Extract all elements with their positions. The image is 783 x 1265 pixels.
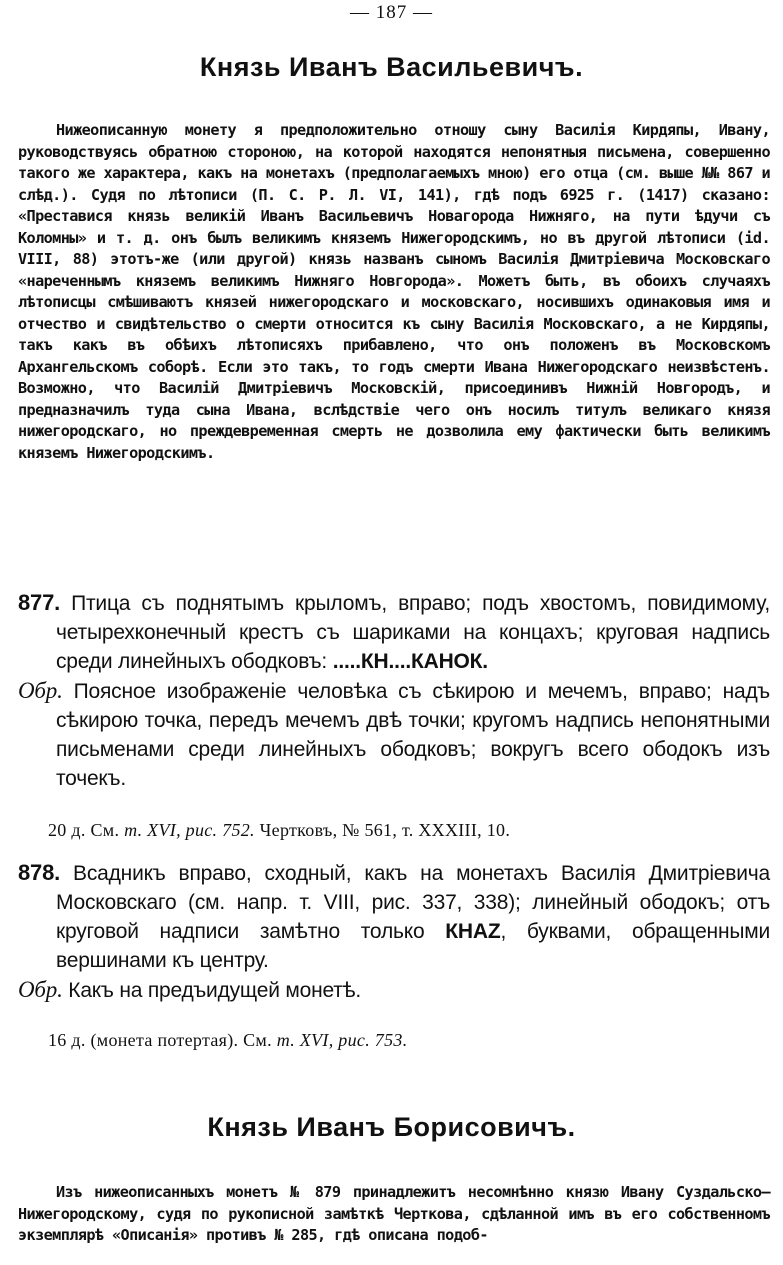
ref-prefix: 20 д. См.: [48, 820, 125, 840]
coin-entry-878: [18, 858, 770, 1005]
entry-reverse: [18, 975, 770, 1005]
entry-obverse: [18, 588, 770, 676]
entry-description: Птица съ поднятымъ крыломъ, вправо; подъ хвостомъ, повидимому, четырехконечный крестъ съ шариками на концахъ; круговая надпись среди линейныхъ ободковъ:: [56, 592, 770, 673]
entry-reference-878: [48, 1030, 768, 1051]
intro-text: Изъ нижеописанныхъ монетъ № 879 принадлежитъ несомнѣнно князю Ивану Суздальско—Нижегородскому, судя по рукописной замѣткѣ Черткова, сдѣланной имъ въ его собственномъ экземплярѣ «Описанія» противъ № 285, гдѣ описана подоб-: [18, 1183, 770, 1244]
page-number: — 187 —: [350, 2, 433, 23]
entry-description-end: , буквами, обращенными вершинами къ центру.: [56, 920, 771, 972]
entry-number: 877.: [18, 590, 61, 615]
coin-entry-877: [18, 588, 770, 793]
reverse-label: Обр.: [18, 977, 63, 1002]
coin-legend: .....КН....КАНОК.: [332, 650, 488, 673]
intro-text: Нижеописанную монету я предположительно отношу сыну Василія Кирдяпы, Ивану, руководствуясь обратною стороною, на которой находятся непонятныя письмена, совершенно такого же характера, какъ на монетахъ (предполагаемыхъ мною) его отца (см. выше №№ 867 и слѣд.). Судя по лѣтописи (П. С. Р. Л. VI, 141), гдѣ подъ 6925 г. (1417) сказано: «Преставися князь великій Иванъ Васильевичъ Новагорода Нижняго, на пути ѣдучи съ Коломны» и т. д. онъ былъ великимъ княземъ Нижегородскимъ, но въ другой лѣтописи (id. VIII, 88) этотъ-же (или другой) князь названъ сыномъ Василія Дмитріевича Московскаго «нареченнымъ княземъ великимъ Нижняго Новгорода». Можетъ быть, въ обоихъ случаяхъ лѣтописцы смѣшиваютъ князей нижегородскаго и московскаго, носившихъ одинаковыя имя и отчество и свидѣтельство о смерти относится къ сыну Василія Московскаго, а не Кирдяпы, такъ какъ въ обѣихъ лѣтописяхъ прибавлено, что онъ положенъ въ Московскомъ Архангельскомъ соборѣ. Если это такъ, то годъ смерти Ивана Нижегородскаго неизвѣстенъ. Возможно, что Василій Дмитріевичъ Московскій, присоединивъ Нижній Новгородъ, и предназначилъ туда сына Ивана, вслѣдствіе чего онъ носилъ титулъ великаго князя нижегородскаго, но преждевременная смерть не дозволила ему фактически быть великимъ княземъ Нижегородскимъ.: [18, 121, 770, 462]
section-title-ivan-borisovich: Князь Иванъ Борисовичъ.: [207, 1112, 576, 1142]
section-intro-paragraph: [18, 120, 770, 464]
entry-description: Всадникъ вправо, сходный, какъ на монетахъ Василія Дмитріевича Московскаго (см. напр. т. VIII, рис. 337, 338); линейный ободокъ; отъ круговой надписи замѣтно только: [56, 862, 770, 943]
section-title-ivan-vasilievich: Князь Иванъ Васильевичъ.: [199, 52, 584, 82]
ref-suffix: Чертковъ, № 561, т. XXXIII, 10.: [254, 820, 511, 840]
ref-plate: т. XVI, рис. 753.: [276, 1030, 408, 1050]
reverse-description: Какъ на предъидущей монетѣ.: [68, 979, 362, 1002]
entry-reference-877: [48, 820, 768, 841]
ref-prefix: 16 д. (монета потертая). См.: [48, 1030, 277, 1050]
reverse-label: Обр.: [18, 678, 63, 703]
entry-reverse: [18, 676, 770, 793]
section2-intro-paragraph: [18, 1182, 770, 1247]
entry-obverse: [18, 858, 770, 975]
ref-plate: т. XVI, рис. 752.: [124, 820, 255, 840]
entry-number: 878.: [18, 860, 61, 885]
reverse-description: Поясное изображеніе человѣка съ сѣкирою и мечемъ, вправо; надъ сѣкирою точка, передъ мечемъ двѣ точки; кругомъ надпись непонятными письменами среди линейныхъ ободковъ; вокругъ всего ободокъ изъ точекъ.: [56, 680, 770, 790]
coin-legend: КНАZ: [445, 920, 501, 943]
